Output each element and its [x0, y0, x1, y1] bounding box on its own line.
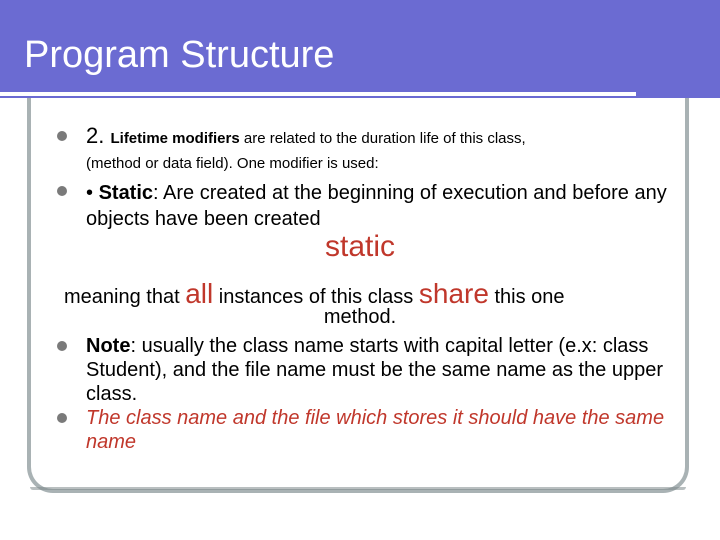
- bullet-3-text: [86, 334, 686, 406]
- meaning-part-2: instances of this class: [213, 286, 419, 308]
- bullet-1-text: [86, 123, 526, 149]
- bullet-3-bold: Note: [86, 335, 131, 357]
- bullet-2-text: [86, 180, 676, 232]
- meaning-part-3: this one: [488, 286, 565, 308]
- bullet-1-number: 2.: [86, 123, 105, 148]
- bullet-dot-4: [57, 413, 67, 423]
- bullet-2-bold: Static: [98, 182, 154, 204]
- bullet-dot-1: [57, 131, 67, 141]
- title-underline: [0, 92, 636, 96]
- bullet-3-rest: : usually the class name starts with capital letter (e.x: class Student), and the file name must be the same name as the upper class.: [86, 335, 664, 405]
- bullet-2-prefix: •: [86, 182, 99, 204]
- method-line: method.: [323, 306, 397, 328]
- bullet-1-continuation: (method or data field). One modifier is used:: [86, 155, 379, 172]
- slide-title: Program Structure: [24, 34, 335, 76]
- bullet-2-rest: : Are created at the beginning of execution and before any objects have been created: [86, 182, 667, 230]
- bullet-dot-2: [57, 186, 67, 196]
- meaning-all: all: [185, 278, 214, 309]
- meaning-share: share: [418, 278, 489, 309]
- bullet-1-rest: are related to the duration life of this class,: [239, 130, 526, 147]
- static-keyword: static: [324, 230, 396, 263]
- bullet-1-bold: Lifetime modifiers: [110, 130, 240, 147]
- bullet-dot-3: [57, 341, 67, 351]
- title-bar: [0, 0, 720, 98]
- bullet-4-text: The class name and the file which stores it should have the same name: [86, 407, 665, 453]
- meaning-part-1: meaning that: [64, 286, 186, 308]
